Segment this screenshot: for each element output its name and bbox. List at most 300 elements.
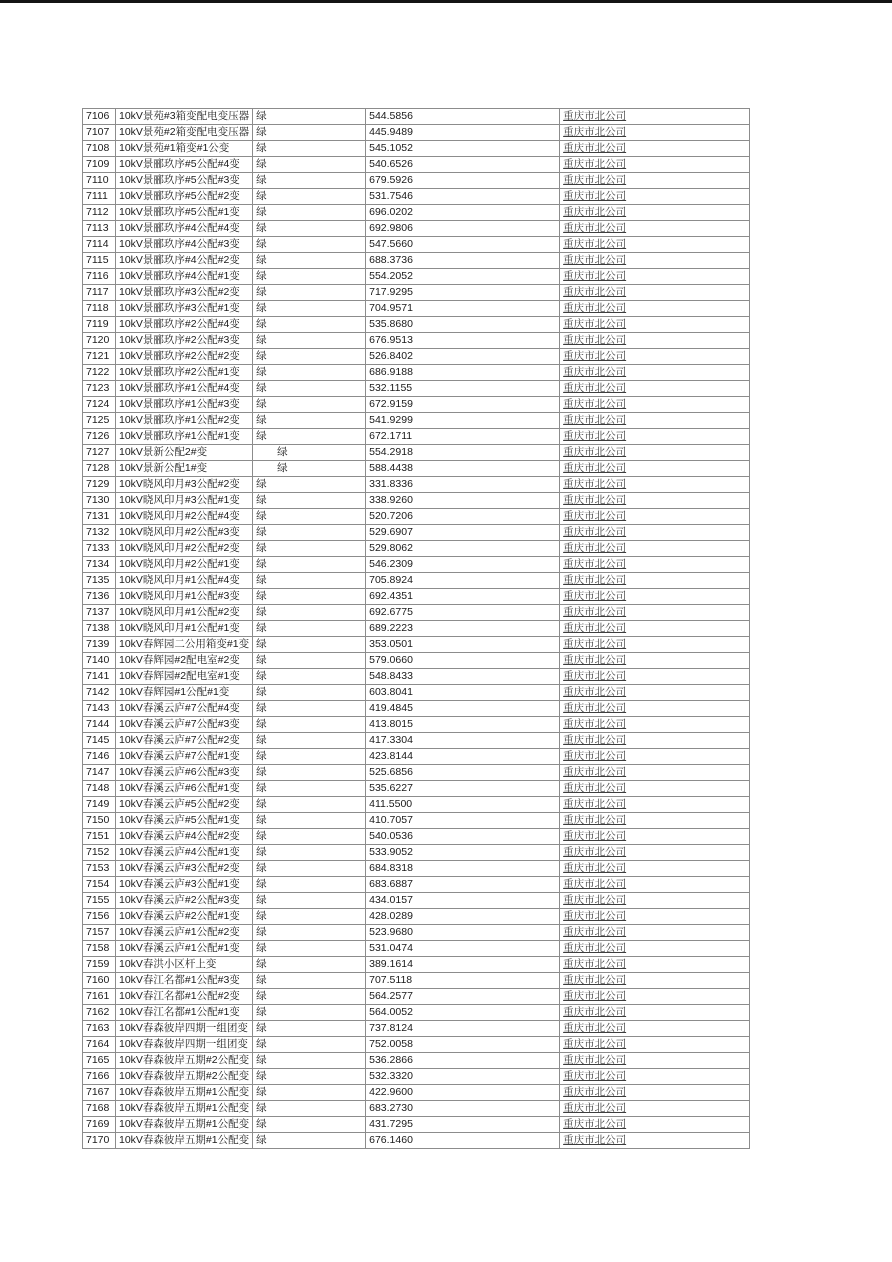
cell-status[interactable]: 绿 <box>253 749 366 765</box>
cell-status[interactable]: 绿 <box>253 477 366 493</box>
cell-name[interactable]: 10kV春洪小区杆上变 <box>116 957 253 973</box>
cell-company[interactable] <box>560 461 750 477</box>
cell-value[interactable]: 676.1460 <box>366 1133 560 1149</box>
cell-id[interactable]: 7121 <box>83 349 116 365</box>
cell-id[interactable]: 7133 <box>83 541 116 557</box>
cell-id[interactable]: 7158 <box>83 941 116 957</box>
cell-status[interactable]: 绿 <box>253 781 366 797</box>
cell-name[interactable]: 10kV晓风印月#3公配#2变 <box>116 477 253 493</box>
cell-company[interactable] <box>560 573 750 589</box>
company-link[interactable]: 重庆市北公司 <box>563 510 627 522</box>
company-link[interactable]: 重庆市北公司 <box>563 654 627 666</box>
cell-value[interactable]: 526.8402 <box>366 349 560 365</box>
company-link[interactable]: 重庆市北公司 <box>563 238 627 250</box>
cell-id[interactable]: 7113 <box>83 221 116 237</box>
company-link[interactable]: 重庆市北公司 <box>563 1070 627 1082</box>
company-link[interactable]: 重庆市北公司 <box>563 750 627 762</box>
cell-name[interactable]: 10kV景郦玖序#2公配#3变 <box>116 333 253 349</box>
cell-status[interactable]: 绿 <box>253 973 366 989</box>
cell-id[interactable]: 7123 <box>83 381 116 397</box>
company-link[interactable]: 重庆市北公司 <box>563 1118 627 1130</box>
cell-name[interactable]: 10kV景苑#2箱变配电变压器 <box>116 125 253 141</box>
cell-id[interactable]: 7159 <box>83 957 116 973</box>
cell-id[interactable]: 7156 <box>83 909 116 925</box>
cell-status[interactable]: 绿 <box>253 1005 366 1021</box>
cell-name[interactable]: 10kV景郦玖序#1公配#2变 <box>116 413 253 429</box>
cell-value[interactable]: 544.5856 <box>366 109 560 125</box>
cell-status[interactable]: 绿 <box>253 141 366 157</box>
company-link[interactable]: 重庆市北公司 <box>563 606 627 618</box>
cell-company[interactable] <box>560 989 750 1005</box>
cell-company[interactable] <box>560 717 750 733</box>
cell-status[interactable]: 绿 <box>253 461 366 477</box>
cell-company[interactable] <box>560 525 750 541</box>
cell-status[interactable]: 绿 <box>253 189 366 205</box>
cell-status[interactable]: 绿 <box>253 845 366 861</box>
cell-name[interactable]: 10kV春森彼岸四期一组团变 <box>116 1021 253 1037</box>
cell-company[interactable] <box>560 1117 750 1133</box>
cell-value[interactable]: 588.4438 <box>366 461 560 477</box>
cell-id[interactable]: 7140 <box>83 653 116 669</box>
cell-name[interactable]: 10kV景郦玖序#3公配#1变 <box>116 301 253 317</box>
cell-status[interactable]: 绿 <box>253 429 366 445</box>
company-link[interactable]: 重庆市北公司 <box>563 1022 627 1034</box>
cell-name[interactable]: 10kV晓风印月#2公配#2变 <box>116 541 253 557</box>
cell-id[interactable]: 7126 <box>83 429 116 445</box>
cell-company[interactable] <box>560 1053 750 1069</box>
company-link[interactable]: 重庆市北公司 <box>563 622 627 634</box>
cell-company[interactable] <box>560 653 750 669</box>
cell-id[interactable]: 7162 <box>83 1005 116 1021</box>
cell-value[interactable]: 353.0501 <box>366 637 560 653</box>
cell-name[interactable]: 10kV景郦玖序#1公配#1变 <box>116 429 253 445</box>
cell-value[interactable]: 536.2866 <box>366 1053 560 1069</box>
cell-value[interactable]: 422.9600 <box>366 1085 560 1101</box>
cell-status[interactable]: 绿 <box>253 285 366 301</box>
cell-status[interactable]: 绿 <box>253 253 366 269</box>
cell-status[interactable]: 绿 <box>253 573 366 589</box>
cell-status[interactable]: 绿 <box>253 557 366 573</box>
cell-value[interactable]: 547.5660 <box>366 237 560 253</box>
cell-value[interactable]: 529.8062 <box>366 541 560 557</box>
cell-id[interactable]: 7129 <box>83 477 116 493</box>
company-link[interactable]: 重庆市北公司 <box>563 1102 627 1114</box>
cell-value[interactable]: 554.2052 <box>366 269 560 285</box>
cell-id[interactable]: 7132 <box>83 525 116 541</box>
cell-status[interactable]: 绿 <box>253 909 366 925</box>
cell-company[interactable] <box>560 1085 750 1101</box>
cell-id[interactable]: 7110 <box>83 173 116 189</box>
cell-company[interactable] <box>560 509 750 525</box>
cell-name[interactable]: 10kV春森彼岸五期#2公配变 <box>116 1053 253 1069</box>
cell-status[interactable]: 绿 <box>253 1101 366 1117</box>
cell-id[interactable]: 7146 <box>83 749 116 765</box>
cell-id[interactable]: 7141 <box>83 669 116 685</box>
cell-id[interactable]: 7116 <box>83 269 116 285</box>
cell-company[interactable] <box>560 205 750 221</box>
cell-status[interactable]: 绿 <box>253 301 366 317</box>
cell-status[interactable]: 绿 <box>253 1021 366 1037</box>
company-link[interactable]: 重庆市北公司 <box>563 478 627 490</box>
cell-status[interactable]: 绿 <box>253 989 366 1005</box>
cell-name[interactable]: 10kV景郦玖序#1公配#3变 <box>116 397 253 413</box>
company-link[interactable]: 重庆市北公司 <box>563 974 627 986</box>
cell-value[interactable]: 672.9159 <box>366 397 560 413</box>
company-link[interactable]: 重庆市北公司 <box>563 686 627 698</box>
cell-value[interactable]: 417.3304 <box>366 733 560 749</box>
cell-id[interactable]: 7168 <box>83 1101 116 1117</box>
company-link[interactable]: 重庆市北公司 <box>563 174 627 186</box>
company-link[interactable]: 重庆市北公司 <box>563 702 627 714</box>
cell-value[interactable]: 389.1614 <box>366 957 560 973</box>
company-link[interactable]: 重庆市北公司 <box>563 558 627 570</box>
cell-name[interactable]: 10kV春辉园#2配电室#1变 <box>116 669 253 685</box>
cell-status[interactable]: 绿 <box>253 797 366 813</box>
cell-company[interactable] <box>560 637 750 653</box>
company-link[interactable]: 重庆市北公司 <box>563 670 627 682</box>
company-link[interactable]: 重庆市北公司 <box>563 126 627 138</box>
cell-value[interactable]: 683.6887 <box>366 877 560 893</box>
cell-id[interactable]: 7106 <box>83 109 116 125</box>
cell-name[interactable]: 10kV景郦玖序#5公配#3变 <box>116 173 253 189</box>
cell-value[interactable]: 737.8124 <box>366 1021 560 1037</box>
cell-company[interactable] <box>560 1133 750 1149</box>
cell-name[interactable]: 10kV景新公配2#变 <box>116 445 253 461</box>
company-link[interactable]: 重庆市北公司 <box>563 302 627 314</box>
company-link[interactable]: 重庆市北公司 <box>563 446 627 458</box>
cell-name[interactable]: 10kV晓风印月#1公配#1变 <box>116 621 253 637</box>
cell-value[interactable]: 692.6775 <box>366 605 560 621</box>
cell-value[interactable]: 689.2223 <box>366 621 560 637</box>
cell-company[interactable] <box>560 253 750 269</box>
cell-company[interactable] <box>560 1021 750 1037</box>
cell-name[interactable]: 10kV景郦玖序#4公配#3变 <box>116 237 253 253</box>
cell-company[interactable] <box>560 685 750 701</box>
company-link[interactable]: 重庆市北公司 <box>563 1006 627 1018</box>
cell-company[interactable] <box>560 701 750 717</box>
cell-value[interactable]: 535.6227 <box>366 781 560 797</box>
cell-name[interactable]: 10kV春江名都#1公配#1变 <box>116 1005 253 1021</box>
cell-status[interactable]: 绿 <box>253 621 366 637</box>
cell-value[interactable]: 535.8680 <box>366 317 560 333</box>
company-link[interactable]: 重庆市北公司 <box>563 782 627 794</box>
cell-name[interactable]: 10kV春溪云庐#1公配#2变 <box>116 925 253 941</box>
cell-value[interactable]: 564.2577 <box>366 989 560 1005</box>
cell-id[interactable]: 7165 <box>83 1053 116 1069</box>
cell-id[interactable]: 7128 <box>83 461 116 477</box>
cell-name[interactable]: 10kV春森彼岸四期一组团变 <box>116 1037 253 1053</box>
cell-company[interactable] <box>560 429 750 445</box>
cell-company[interactable] <box>560 861 750 877</box>
cell-status[interactable]: 绿 <box>253 1085 366 1101</box>
cell-company[interactable] <box>560 125 750 141</box>
cell-name[interactable]: 10kV晓风印月#2公配#4变 <box>116 509 253 525</box>
cell-value[interactable]: 686.9188 <box>366 365 560 381</box>
cell-status[interactable]: 绿 <box>253 237 366 253</box>
cell-value[interactable]: 413.8015 <box>366 717 560 733</box>
company-link[interactable]: 重庆市北公司 <box>563 142 627 154</box>
company-link[interactable]: 重庆市北公司 <box>563 190 627 202</box>
cell-name[interactable]: 10kV晓风印月#3公配#1变 <box>116 493 253 509</box>
cell-name[interactable]: 10kV景郦玖序#4公配#2变 <box>116 253 253 269</box>
company-link[interactable]: 重庆市北公司 <box>563 494 627 506</box>
cell-name[interactable]: 10kV晓风印月#2公配#3变 <box>116 525 253 541</box>
company-link[interactable]: 重庆市北公司 <box>563 318 627 330</box>
cell-company[interactable] <box>560 909 750 925</box>
cell-status[interactable]: 绿 <box>253 317 366 333</box>
cell-status[interactable]: 绿 <box>253 349 366 365</box>
company-link[interactable]: 重庆市北公司 <box>563 1086 627 1098</box>
cell-id[interactable]: 7136 <box>83 589 116 605</box>
cell-status[interactable]: 绿 <box>253 653 366 669</box>
cell-value[interactable]: 411.5500 <box>366 797 560 813</box>
company-link[interactable]: 重庆市北公司 <box>563 830 627 842</box>
cell-company[interactable] <box>560 1101 750 1117</box>
cell-value[interactable]: 704.9571 <box>366 301 560 317</box>
cell-company[interactable] <box>560 381 750 397</box>
cell-name[interactable]: 10kV春溪云庐#5公配#1变 <box>116 813 253 829</box>
cell-status[interactable]: 绿 <box>253 637 366 653</box>
cell-value[interactable]: 672.1711 <box>366 429 560 445</box>
cell-id[interactable]: 7148 <box>83 781 116 797</box>
cell-id[interactable]: 7115 <box>83 253 116 269</box>
cell-name[interactable]: 10kV景郦玖序#2公配#2变 <box>116 349 253 365</box>
cell-name[interactable]: 10kV晓风印月#1公配#3变 <box>116 589 253 605</box>
cell-value[interactable]: 520.7206 <box>366 509 560 525</box>
cell-id[interactable]: 7166 <box>83 1069 116 1085</box>
cell-name[interactable]: 10kV景苑#1箱变#1公变 <box>116 141 253 157</box>
cell-status[interactable]: 绿 <box>253 717 366 733</box>
cell-name[interactable]: 10kV春辉园#2配电室#2变 <box>116 653 253 669</box>
company-link[interactable]: 重庆市北公司 <box>563 542 627 554</box>
cell-value[interactable]: 531.0474 <box>366 941 560 957</box>
company-link[interactable]: 重庆市北公司 <box>563 846 627 858</box>
cell-company[interactable] <box>560 781 750 797</box>
company-link[interactable]: 重庆市北公司 <box>563 894 627 906</box>
company-link[interactable]: 重庆市北公司 <box>563 734 627 746</box>
cell-value[interactable]: 331.8336 <box>366 477 560 493</box>
cell-id[interactable]: 7118 <box>83 301 116 317</box>
cell-value[interactable]: 431.7295 <box>366 1117 560 1133</box>
cell-company[interactable] <box>560 445 750 461</box>
cell-company[interactable] <box>560 397 750 413</box>
cell-status[interactable]: 绿 <box>253 589 366 605</box>
company-link[interactable]: 重庆市北公司 <box>563 814 627 826</box>
cell-id[interactable]: 7164 <box>83 1037 116 1053</box>
cell-status[interactable]: 绿 <box>253 333 366 349</box>
company-link[interactable]: 重庆市北公司 <box>563 958 627 970</box>
cell-name[interactable]: 10kV春溪云庐#2公配#1变 <box>116 909 253 925</box>
cell-value[interactable]: 531.7546 <box>366 189 560 205</box>
cell-name[interactable]: 10kV春溪云庐#5公配#2变 <box>116 797 253 813</box>
cell-id[interactable]: 7155 <box>83 893 116 909</box>
company-link[interactable]: 重庆市北公司 <box>563 766 627 778</box>
cell-status[interactable]: 绿 <box>253 221 366 237</box>
cell-company[interactable] <box>560 845 750 861</box>
cell-name[interactable]: 10kV春溪云庐#4公配#1变 <box>116 845 253 861</box>
cell-company[interactable] <box>560 605 750 621</box>
cell-status[interactable]: 绿 <box>253 365 366 381</box>
cell-name[interactable]: 10kV春溪云庐#7公配#4变 <box>116 701 253 717</box>
cell-company[interactable] <box>560 173 750 189</box>
company-link[interactable]: 重庆市北公司 <box>563 350 627 362</box>
cell-id[interactable]: 7122 <box>83 365 116 381</box>
cell-id[interactable]: 7152 <box>83 845 116 861</box>
cell-company[interactable] <box>560 541 750 557</box>
cell-id[interactable]: 7131 <box>83 509 116 525</box>
cell-id[interactable]: 7124 <box>83 397 116 413</box>
cell-company[interactable] <box>560 733 750 749</box>
cell-id[interactable]: 7163 <box>83 1021 116 1037</box>
cell-id[interactable]: 7134 <box>83 557 116 573</box>
cell-company[interactable] <box>560 669 750 685</box>
cell-id[interactable]: 7149 <box>83 797 116 813</box>
cell-company[interactable] <box>560 749 750 765</box>
cell-name[interactable]: 10kV春溪云庐#4公配#2变 <box>116 829 253 845</box>
cell-status[interactable]: 绿 <box>253 733 366 749</box>
cell-id[interactable]: 7107 <box>83 125 116 141</box>
cell-status[interactable]: 绿 <box>253 493 366 509</box>
cell-name[interactable]: 10kV春溪云庐#2公配#3变 <box>116 893 253 909</box>
cell-status[interactable]: 绿 <box>253 1133 366 1149</box>
cell-value[interactable]: 541.9299 <box>366 413 560 429</box>
cell-company[interactable] <box>560 285 750 301</box>
cell-status[interactable]: 绿 <box>253 877 366 893</box>
company-link[interactable]: 重庆市北公司 <box>563 574 627 586</box>
company-link[interactable]: 重庆市北公司 <box>563 926 627 938</box>
cell-status[interactable]: 绿 <box>253 893 366 909</box>
cell-status[interactable]: 绿 <box>253 1037 366 1053</box>
cell-status[interactable]: 绿 <box>253 509 366 525</box>
cell-status[interactable]: 绿 <box>253 381 366 397</box>
cell-status[interactable]: 绿 <box>253 541 366 557</box>
cell-id[interactable]: 7130 <box>83 493 116 509</box>
cell-status[interactable]: 绿 <box>253 173 366 189</box>
cell-status[interactable]: 绿 <box>253 925 366 941</box>
cell-company[interactable] <box>560 317 750 333</box>
cell-status[interactable]: 绿 <box>253 397 366 413</box>
cell-id[interactable]: 7153 <box>83 861 116 877</box>
company-link[interactable]: 重庆市北公司 <box>563 382 627 394</box>
company-link[interactable]: 重庆市北公司 <box>563 462 627 474</box>
cell-id[interactable]: 7154 <box>83 877 116 893</box>
company-link[interactable]: 重庆市北公司 <box>563 910 627 922</box>
cell-value[interactable]: 545.1052 <box>366 141 560 157</box>
cell-value[interactable]: 688.3736 <box>366 253 560 269</box>
cell-company[interactable] <box>560 765 750 781</box>
cell-name[interactable]: 10kV春溪云庐#3公配#2变 <box>116 861 253 877</box>
cell-status[interactable]: 绿 <box>253 125 366 141</box>
company-link[interactable]: 重庆市北公司 <box>563 222 627 234</box>
cell-status[interactable]: 绿 <box>253 813 366 829</box>
cell-value[interactable]: 410.7057 <box>366 813 560 829</box>
company-link[interactable]: 重庆市北公司 <box>563 590 627 602</box>
company-link[interactable]: 重庆市北公司 <box>563 526 627 538</box>
cell-name[interactable]: 10kV春森彼岸五期#1公配变 <box>116 1085 253 1101</box>
cell-id[interactable]: 7135 <box>83 573 116 589</box>
cell-company[interactable] <box>560 237 750 253</box>
cell-status[interactable]: 绿 <box>253 941 366 957</box>
cell-name[interactable]: 10kV春溪云庐#7公配#3变 <box>116 717 253 733</box>
cell-name[interactable]: 10kV春江名都#1公配#2变 <box>116 989 253 1005</box>
cell-company[interactable] <box>560 957 750 973</box>
cell-status[interactable]: 绿 <box>253 685 366 701</box>
cell-value[interactable]: 529.6907 <box>366 525 560 541</box>
cell-value[interactable]: 532.1155 <box>366 381 560 397</box>
cell-status[interactable]: 绿 <box>253 109 366 125</box>
cell-value[interactable]: 679.5926 <box>366 173 560 189</box>
cell-company[interactable] <box>560 157 750 173</box>
cell-name[interactable]: 10kV春溪云庐#1公配#1变 <box>116 941 253 957</box>
cell-value[interactable]: 419.4845 <box>366 701 560 717</box>
cell-id[interactable]: 7142 <box>83 685 116 701</box>
company-link[interactable]: 重庆市北公司 <box>563 1038 627 1050</box>
cell-id[interactable]: 7167 <box>83 1085 116 1101</box>
cell-id[interactable]: 7120 <box>83 333 116 349</box>
cell-name[interactable]: 10kV景郦玖序#4公配#4变 <box>116 221 253 237</box>
cell-value[interactable]: 546.2309 <box>366 557 560 573</box>
cell-name[interactable]: 10kV春辉园二公用箱变#1变 <box>116 637 253 653</box>
company-link[interactable]: 重庆市北公司 <box>563 1054 627 1066</box>
cell-id[interactable]: 7109 <box>83 157 116 173</box>
cell-id[interactable]: 7119 <box>83 317 116 333</box>
cell-name[interactable]: 10kV春森彼岸五期#1公配变 <box>116 1133 253 1149</box>
cell-value[interactable]: 434.0157 <box>366 893 560 909</box>
cell-id[interactable]: 7125 <box>83 413 116 429</box>
cell-status[interactable]: 绿 <box>253 269 366 285</box>
cell-id[interactable]: 7161 <box>83 989 116 1005</box>
cell-company[interactable] <box>560 365 750 381</box>
company-link[interactable]: 重庆市北公司 <box>563 878 627 890</box>
cell-value[interactable]: 523.9680 <box>366 925 560 941</box>
cell-status[interactable]: 绿 <box>253 1069 366 1085</box>
company-link[interactable]: 重庆市北公司 <box>563 430 627 442</box>
cell-value[interactable]: 428.0289 <box>366 909 560 925</box>
cell-value[interactable]: 684.8318 <box>366 861 560 877</box>
cell-id[interactable]: 7170 <box>83 1133 116 1149</box>
cell-value[interactable]: 707.5118 <box>366 973 560 989</box>
cell-name[interactable]: 10kV春森彼岸五期#1公配变 <box>116 1101 253 1117</box>
cell-name[interactable]: 10kV春溪云庐#3公配#1变 <box>116 877 253 893</box>
cell-id[interactable]: 7138 <box>83 621 116 637</box>
cell-company[interactable] <box>560 925 750 941</box>
cell-value[interactable]: 445.9489 <box>366 125 560 141</box>
company-link[interactable]: 重庆市北公司 <box>563 398 627 410</box>
cell-name[interactable]: 10kV景郦玖序#1公配#4变 <box>116 381 253 397</box>
cell-value[interactable]: 540.0536 <box>366 829 560 845</box>
cell-company[interactable] <box>560 557 750 573</box>
cell-company[interactable] <box>560 109 750 125</box>
cell-name[interactable]: 10kV春溪云庐#6公配#1变 <box>116 781 253 797</box>
cell-company[interactable] <box>560 1005 750 1021</box>
cell-name[interactable]: 10kV景郦玖序#3公配#2变 <box>116 285 253 301</box>
cell-status[interactable]: 绿 <box>253 669 366 685</box>
cell-name[interactable]: 10kV景郦玖序#5公配#1变 <box>116 205 253 221</box>
cell-company[interactable] <box>560 477 750 493</box>
cell-id[interactable]: 7145 <box>83 733 116 749</box>
cell-value[interactable]: 603.8041 <box>366 685 560 701</box>
cell-name[interactable]: 10kV景郦玖序#5公配#4变 <box>116 157 253 173</box>
company-link[interactable]: 重庆市北公司 <box>563 638 627 650</box>
cell-company[interactable] <box>560 813 750 829</box>
cell-value[interactable]: 692.4351 <box>366 589 560 605</box>
company-link[interactable]: 重庆市北公司 <box>563 942 627 954</box>
cell-id[interactable]: 7169 <box>83 1117 116 1133</box>
company-link[interactable]: 重庆市北公司 <box>563 286 627 298</box>
cell-value[interactable]: 525.6856 <box>366 765 560 781</box>
cell-value[interactable]: 705.8924 <box>366 573 560 589</box>
company-link[interactable]: 重庆市北公司 <box>563 1134 627 1146</box>
